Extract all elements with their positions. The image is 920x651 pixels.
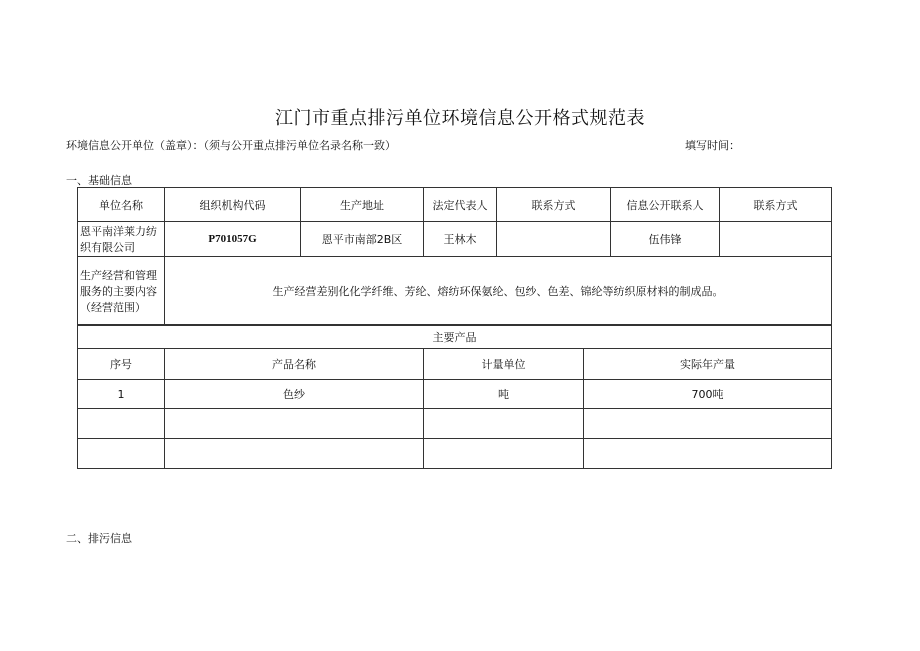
section-pollution-info: 二、排污信息 [66, 532, 132, 545]
cell-unit [424, 439, 584, 469]
header-contact: 联系方式 [497, 188, 611, 222]
cell-product-name [165, 439, 424, 469]
header-address: 生产地址 [301, 188, 424, 222]
cell-no [78, 409, 165, 439]
cell-address: 恩平市南部2B区 [301, 222, 424, 257]
header-info-phone: 联系方式 [720, 188, 832, 222]
cell-legal-rep: 王林木 [424, 222, 497, 257]
cell-org-code: P701057G [165, 222, 301, 257]
section-basic-info: 一、基础信息 [66, 174, 132, 187]
page-title: 江门市重点排污单位环境信息公开格式规范表 [275, 108, 645, 129]
table-row [78, 222, 832, 257]
table-row [78, 257, 832, 325]
cell-unit-name: 恩平南洋莱力纺织有限公司 [78, 222, 165, 257]
cell-unit: 吨 [424, 380, 584, 409]
products-title-row [78, 326, 832, 349]
cell-product-name: 色纱 [165, 380, 424, 409]
header-legal-rep: 法定代表人 [424, 188, 497, 222]
header-info-contact: 信息公开联系人 [611, 188, 720, 222]
table-row [78, 439, 832, 469]
cell-annual-output [584, 439, 832, 469]
products-title: 主要产品 [78, 326, 832, 349]
basic-info-table [77, 187, 832, 325]
products-header-row [78, 349, 832, 380]
disclosure-unit-label: 环境信息公开单位（盖章）：（须与公开重点排污单位名录名称一致） [66, 139, 396, 152]
fill-time-label: 填写时间： [685, 139, 740, 152]
table-row [78, 409, 832, 439]
header-annual-output: 实际年产量 [584, 349, 832, 380]
cell-no: 1 [78, 380, 165, 409]
header-org-code: 组织机构代码 [165, 188, 301, 222]
scope-label: 生产经营和管理服务的主要内容（经营范围） [78, 257, 165, 325]
table-row [78, 380, 832, 409]
products-table [77, 325, 832, 469]
cell-no [78, 439, 165, 469]
header-unit-name: 单位名称 [78, 188, 165, 222]
cell-annual-output: 700吨 [584, 380, 832, 409]
cell-info-phone [720, 222, 832, 257]
cell-info-contact: 伍伟锋 [611, 222, 720, 257]
header-product-name: 产品名称 [165, 349, 424, 380]
cell-annual-output [584, 409, 832, 439]
table-header-row [78, 188, 832, 222]
scope-value: 生产经营差别化化学纤维、芳纶、熔纺环保氨纶、包纱、色差、锦纶等纺织原材料的制成品。 [165, 257, 832, 325]
cell-contact [497, 222, 611, 257]
header-unit: 计量单位 [424, 349, 584, 380]
cell-product-name [165, 409, 424, 439]
cell-unit [424, 409, 584, 439]
header-no: 序号 [78, 349, 165, 380]
